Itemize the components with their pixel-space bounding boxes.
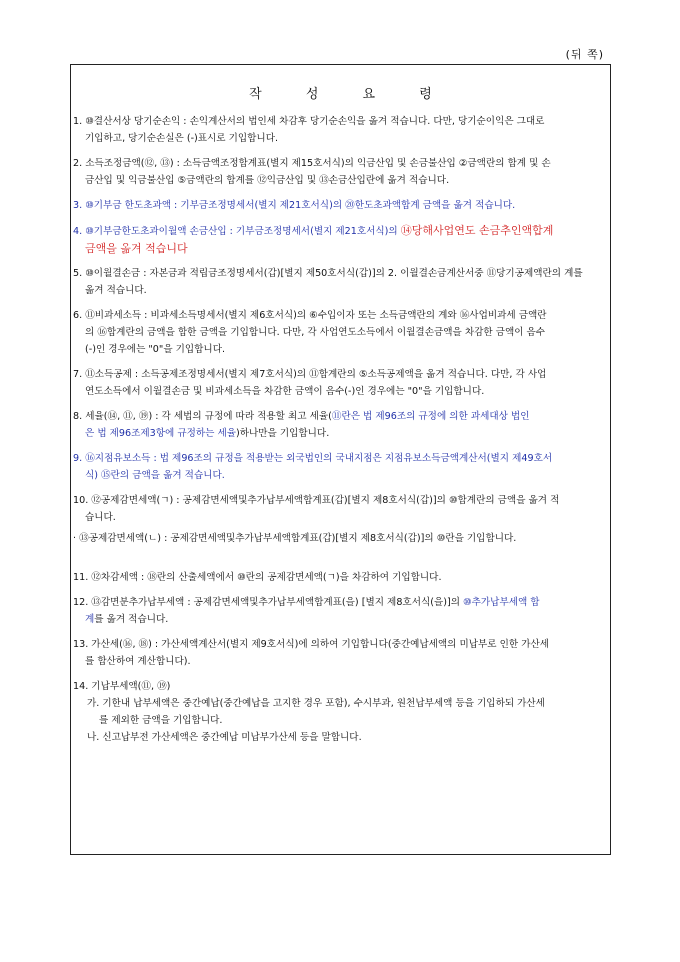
item-5-line: 옮겨 적습니다. — [85, 285, 147, 296]
item-14-line: 14. 기납부세액(⑪, ⑲) — [73, 681, 171, 692]
item-12-text: 12. ⑬감면분추가납부세액 : 공제감면세액및추가납부세액합계표(을) [별지 제8호서식(을)]의 — [73, 597, 464, 608]
item-6-line: (-)인 경우에는 "0"을 기입합니다. — [85, 344, 226, 355]
item-12-line — [73, 611, 602, 628]
item-8-text: )하나만을 기입합니다. — [236, 428, 330, 439]
item-12-text: 를 옮겨 적습니다. — [94, 614, 169, 625]
spacer — [73, 555, 602, 569]
item-6-line: 의 ⑯합계란의 금액을 합한 금액을 기입합니다. 다만, 각 사업연도소득에서 이월결손금액을 차감한 금액이 음수 — [85, 327, 546, 338]
item-2-line: 금산입 및 익금불산입 ⑤금액란의 합계를 ⑫익금산입 및 ⑬손금산입란에 옮겨 적습니다. — [85, 175, 450, 186]
item-4-highlight: ⑭당해사업연도 손금추인액합계 — [400, 224, 554, 237]
item-10-line: · ⑬공제감면세액(ㄴ) : 공제감면세액및추가납부세액합계표(갑)[별지 제8호서식(갑)]의 ⑩란을 기입합니다. — [73, 533, 517, 544]
list-item — [73, 366, 602, 400]
page-side-label: (뒤 쪽) — [565, 48, 604, 61]
item-7-line: 7. ⑪소득공제 : 소득공제조정명세서(별지 제7호서식)의 ⑪합계란의 ⑤소득공제액을 옮겨 적습니다. 다만, 각 사업 — [73, 369, 547, 380]
item-3-line: 3. ⑩기부금 한도초과액 : 기부금조정명세서(별지 제21호서식)의 ⑳한도초과액합계 금액을 옮겨 적습니다. — [73, 200, 516, 211]
item-14-subline: 가. 기한내 납부세액은 중간예납(중간예납을 고지한 경우 포함), 수시부과, 원천납부세액 등을 기입하되 가산세 — [87, 698, 545, 709]
item-1-line: 1. ⑩결산서상 당기순손익 : 손익계산서의 법인세 차감후 당기순손익을 옮겨 적습니다. 다만, 당기순이익은 그대로 — [73, 116, 545, 127]
item-12-line — [73, 594, 602, 611]
list-item — [73, 594, 602, 628]
list-item — [73, 450, 602, 484]
item-14-subline: 를 제외한 금액을 기입합니다. — [99, 715, 223, 726]
item-13-line: 13. 가산세(⑯, ⑱) : 가산세액계산서(별지 제9호서식)에 의하여 기입합니다(중간예납세액의 미납부로 인한 가산세 — [73, 639, 550, 650]
list-item — [73, 678, 602, 746]
item-9-line: 9. ⑯지점유보소득 : 법 제96조의 규정을 적용받는 외국법인의 국내지점은 지점유보소득금액계산서(별지 제49호서 — [73, 453, 553, 464]
list-item — [73, 492, 602, 547]
item-12-highlight: ⑩추가납부세액 합 — [463, 597, 540, 608]
item-8-line — [73, 408, 602, 425]
item-5-line: 5. ⑩이월결손금 : 자본금과 적립금조정명세서(갑)[별지 제50호서식(갑)]의 2. 이월결손금계산서중 ⑪당기공제액란의 계를 — [73, 268, 583, 279]
item-11-line: 11. ⑫차감세액 : ⑱란의 산출세액에서 ⑩란의 공제감면세액(ㄱ)을 차감하여 기입합니다. — [73, 572, 442, 583]
item-12-highlight: 계 — [85, 614, 95, 625]
item-7-line: 연도소득에서 이월결손금 및 비과세소득을 차감한 금액이 음수(-)인 경우에는 "0"을 기입합니다. — [85, 386, 485, 397]
document-title: 작 성 요 령 — [249, 87, 452, 102]
item-9-line: 식) ⑮란의 금액을 옮겨 적습니다. — [85, 470, 225, 481]
list-item — [73, 569, 602, 586]
list-item — [73, 113, 602, 147]
item-4-line — [73, 222, 602, 240]
item-4-highlight: 금액을 옮겨 적습니다 — [85, 242, 188, 255]
item-6-line: 6. ⑪비과세소득 : 비과세소득명세서(별지 제6호서식)의 ⑥수입이자 또는 소득금액란의 계와 ⑯사업비과세 금액란 — [73, 310, 547, 321]
item-13-line: 를 합산하여 계산합니다). — [85, 656, 191, 667]
item-8-text: 8. 세율(⑭, ⑪, ⑲) : 각 세법의 규정에 따라 적용할 최고 세율( — [73, 411, 332, 422]
item-8-highlight: ⑪란은 법 제96조의 규정에 의한 과세대상 법인 — [331, 411, 530, 422]
list-item — [73, 636, 602, 670]
item-8-line — [73, 425, 602, 442]
item-1-line: 기입하고, 당기순손실은 (-)표시로 기입합니다. — [85, 133, 279, 144]
list-item — [73, 307, 602, 358]
list-item — [73, 197, 602, 214]
list-item — [73, 265, 602, 299]
item-10-line: 10. ⑫공제감면세액(ㄱ) : 공제감면세액및추가납부세액합계표(갑)[별지 제8호서식(갑)]의 ⑩합계란의 금액을 옮겨 적 — [73, 495, 560, 506]
list-item — [73, 222, 602, 257]
item-4-text: 4. ⑩기부금한도초과이월액 손금산입 : 기부금조정명세서(별지 제21호서식)의 — [73, 226, 401, 237]
instruction-list — [73, 113, 602, 754]
list-item — [73, 408, 602, 442]
item-2-line: 2. 소득조정금액(⑫, ⑬) : 소득금액조정합계표(별지 제15호서식)의 익금산입 및 손금불산입 ②금액란의 합계 및 손 — [73, 158, 551, 169]
item-10-line: 습니다. — [85, 512, 116, 523]
item-14-subline: 나. 신고납부전 가산세액은 중간예납 미납부가산세 등을 말합니다. — [87, 732, 362, 743]
list-item — [73, 155, 602, 189]
document-frame — [70, 64, 611, 855]
item-8-highlight: 은 법 제96조제3항에 규정하는 세율 — [85, 428, 236, 439]
